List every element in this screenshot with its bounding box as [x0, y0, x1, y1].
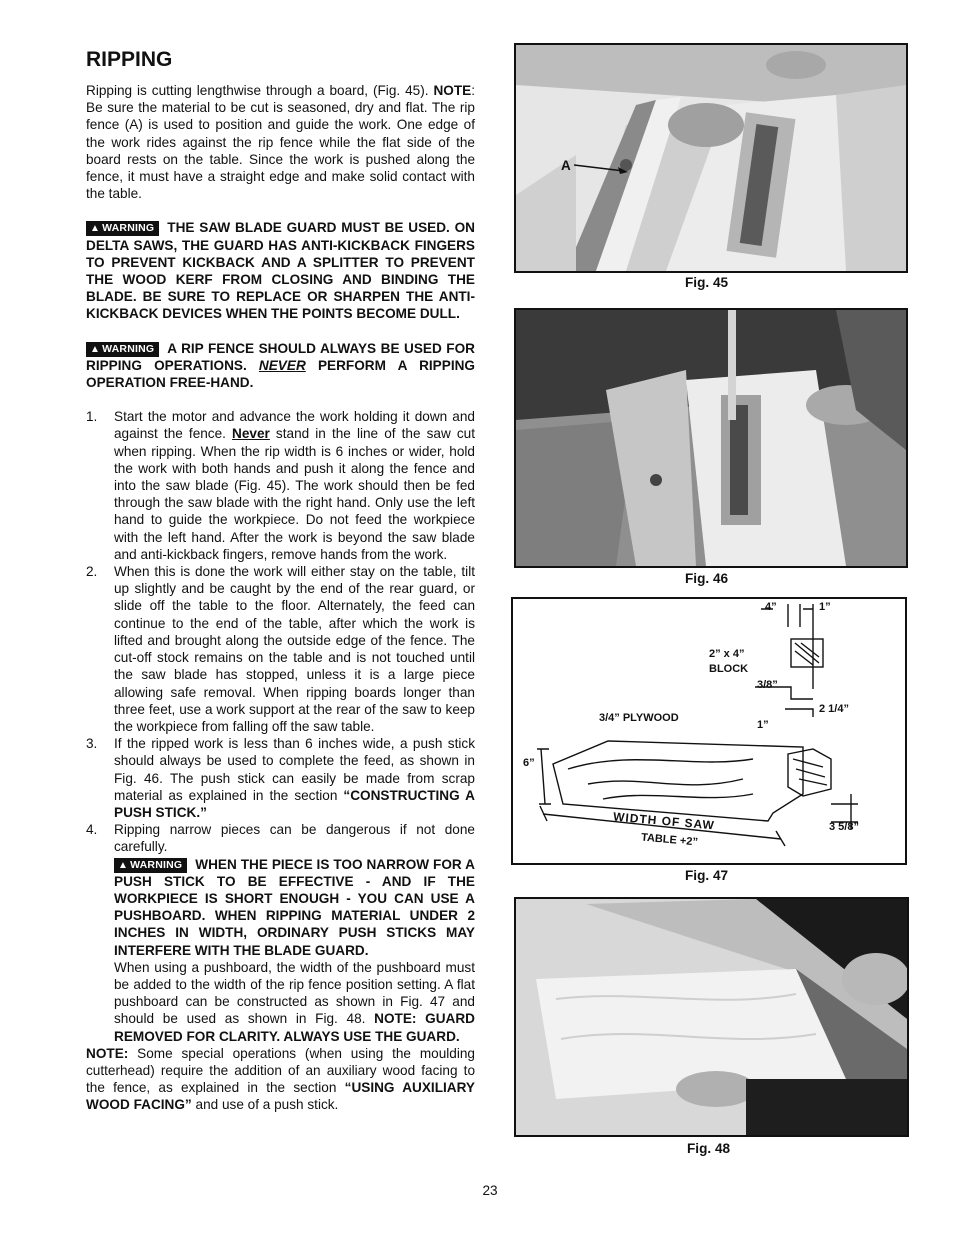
- figure-47-drawing: [511, 597, 907, 865]
- step-1: 1. Start the motor and advance the work holding it down and against the fence. Never stand in the line of the saw cut when ripping. When the rip width is 6 inches or wider, hold the work with both hands and push it along the fence and into the saw blade (Fig. 45). The work should then be fed through the saw blade with the right hand. Only use the left hand to guide the workpiece. Do not feed the workpiece with the left hand. After the work is beyond the saw blade and anti-kickback fingers, remove hands from the work.: [86, 409, 476, 562]
- push-stick-illustration: [516, 310, 906, 566]
- step-3: 3. If the ripped work is less than 6 inches wide, a push stick should always be used to complete the feed, as shown in Fig. 46. The push stick can easily be made from scrap material as explained in the section “CONSTRUCTING A PUSH STICK.”: [86, 736, 475, 820]
- warning-block-2: ▲ WARNING A RIP FENCE SHOULD ALWAYS BE USED FOR RIPPING OPERATIONS. NEVER PERFORM A RIPPING OPERATION FREE-HAND.: [86, 340, 475, 391]
- final-note: NOTE: Some special operations (when using the moulding cutterhead) require the addition of an auxiliary wood facing to the fence, as explained in the section “USING AUXILIARY WOOD FACING” and use of a push stick.: [86, 1045, 475, 1113]
- warning-triangle-icon: ▲: [90, 343, 101, 355]
- step-2: 2. When this is done the work will either stay on the table, tilt up slightly and be caught by the end of the rear guard, or slide off the table to the floor. Alternately, the feed can continue to the end of the table, after which the work is lifted and brought along the outside edge of the fence. The cut-off stock remains on the table and is not touched until the saw blade has stopped, unless it is a large piece allowing safe removal. When ripping boards longer than three feet, use a work support at the rear of the saw to keep the workpiece from falling off the saw table.: [86, 564, 475, 734]
- figure-45-photo: [514, 43, 908, 273]
- dim-6-label: 6”: [523, 757, 535, 769]
- table-plus-2-label: TABLE +2”: [640, 831, 699, 849]
- text-column: [86, 48, 475, 1114]
- block-label: BLOCK: [709, 663, 749, 675]
- dim-4-label: 4”: [765, 601, 777, 613]
- figure-47-caption: Fig. 47: [685, 868, 729, 883]
- dim-2-1-4-label: 2 1/4”: [819, 703, 849, 715]
- warning-block-3: ▲ WARNING WHEN THE PIECE IS TOO NARROW FOR A PUSH STICK TO BE EFFECTIVE - AND IF THE WORKPIECE IS SHORT ENOUGH - YOU CAN USE A PUSHBOARD. WHEN RIPPING MATERIAL UNDER 2 INCHES IN WIDTH, ORDINARY PUSH STICKS MAY INTERFERE WITH THE BLADE GUARD.: [114, 856, 475, 958]
- width-of-saw-label: WIDTH OF SAW: [612, 809, 716, 833]
- pushboard-paragraph: When using a pushboard, the width of the pushboard must be added to the width of the rip fence position setting. A flat pushboard can be constructed as shown in Fig. 47 and should be used as shown in Fig. 48. NOTE: GUARD REMOVED FOR CLARITY. ALWAYS USE THE GUARD.: [114, 959, 475, 1044]
- section-title: RIPPING: [86, 48, 173, 71]
- dim-1-bottom-label: 1”: [757, 719, 769, 731]
- note-label: NOTE: [433, 83, 472, 98]
- pushboard-in-use-illustration: [516, 899, 907, 1135]
- dim-3-8-label: 3/8”: [757, 679, 778, 691]
- figure-48-caption: Fig. 48: [687, 1141, 731, 1156]
- step-list: [86, 408, 475, 1045]
- figure-46-caption: Fig. 46: [685, 571, 729, 586]
- figure-45-caption: Fig. 45: [685, 275, 729, 290]
- figure-48-photo: [514, 897, 909, 1137]
- warning-triangle-icon: ▲: [90, 223, 101, 235]
- page-number: 23: [482, 1183, 498, 1198]
- dim-1-label: 1”: [819, 601, 831, 613]
- figure-46-photo: [514, 308, 908, 568]
- warning-badge: ▲ WARNING: [114, 858, 187, 873]
- dim-3-5-8-label: 3 5/8”: [829, 821, 859, 833]
- callout-arrow-icon: [574, 163, 634, 175]
- block-size-label: 2” x 4”: [709, 648, 745, 660]
- table-saw-fence-illustration: [516, 45, 906, 271]
- step-4: 4. Ripping narrow pieces can be dangerous if not done carefully. ▲ WARNING WHEN THE PIECE IS TOO NARROW FOR A PUSH STICK TO BE EFFECTIVE - AND IF THE WORKPIECE IS SHORT ENOUGH - YOU CAN USE A PUSHBOARD. WHEN RIPPING MATERIAL UNDER 2 INCHES IN WIDTH, ORDINARY PUSH STICKS MAY INTERFERE WITH THE BLADE GUARD. When using a pushboard, the width of the pushboard must be added to the width of the rip fence position setting. A flat pushboard can be constructed as shown in Fig. 47 and should be used as shown in Fig. 48. NOTE: GUARD REMOVED FOR CLARITY. ALWAYS USE THE GUARD.: [86, 822, 475, 1044]
- warning-triangle-icon: ▲: [118, 859, 129, 871]
- callout-a-label: A: [561, 158, 571, 173]
- warning-badge: ▲ WARNING: [86, 342, 159, 357]
- warning-badge: ▲ WARNING: [86, 221, 159, 236]
- intro-paragraph: Ripping is cutting lengthwise through a board, (Fig. 45). NOTE: Be sure the material to be cut is seasoned, dry and flat. The rip fence (A) is used to position and guide the work. One edge of the work rides against the rip fence while the flat side of the board rests on the table. Since the work is pushed along the fence, it must have a straight edge and make solid contact with the table.: [86, 83, 475, 202]
- plywood-label: 3/4” PLYWOOD: [599, 712, 679, 724]
- warning-block-1: ▲ WARNING THE SAW BLADE GUARD MUST BE USED. ON DELTA SAWS, THE GUARD HAS ANTI-KICKBACK FINGERS TO PREVENT KICKBACK AND A SPLITTER TO PREVENT THE WOOD KERF FROM CLOSING AND BINDING THE BLADE. BE SURE TO REPLACE OR SHARPEN THE ANTI-KICKBACK DEVICES WHEN THE POINTS BECOME DULL.: [86, 220, 475, 322]
